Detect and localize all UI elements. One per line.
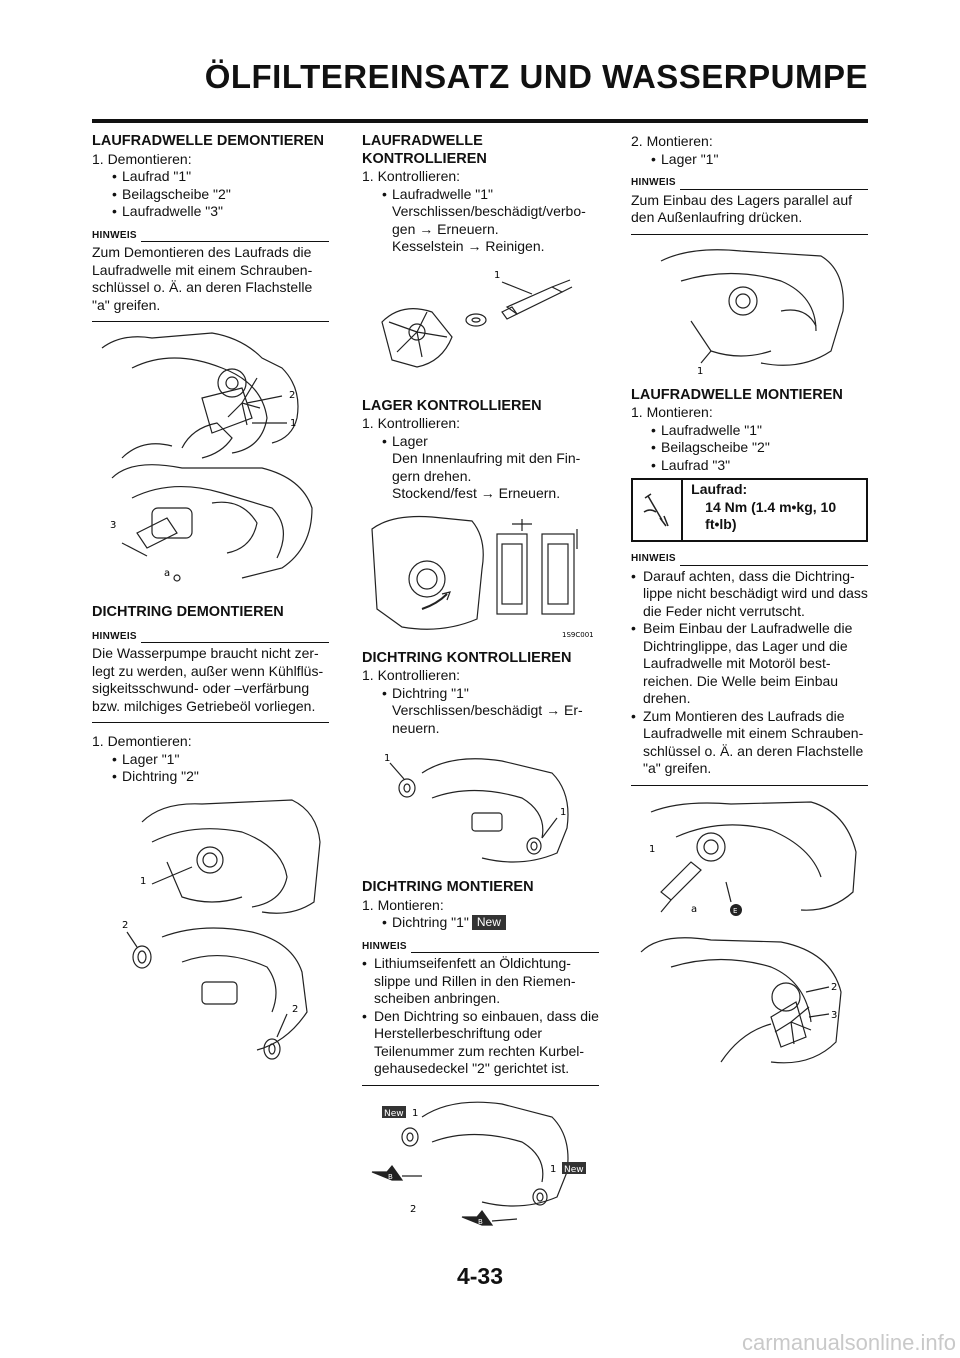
page-title: ÖLFILTEREINSATZ UND WASSERPUMPE: [204, 58, 868, 95]
svg-text:1: 1: [494, 269, 501, 281]
list-subtext: Verschlissen/beschädigt → Er-neuern.: [392, 702, 583, 736]
step: 1. Kontrollieren:: [362, 168, 461, 184]
watermark: carmanualsonline.info: [741, 1330, 956, 1355]
torque-wrench-icon: [633, 480, 683, 540]
svg-text:B: B: [388, 1172, 393, 1181]
list-item: • Lager: [362, 433, 599, 451]
note-text: [631, 568, 868, 786]
list-item: [362, 914, 599, 932]
column-2: [362, 133, 599, 1233]
svg-text:2: 2: [831, 981, 838, 993]
note-label: HINWEIS: [362, 940, 407, 952]
column-3: [631, 133, 868, 1088]
svg-text:3: 3: [110, 520, 117, 531]
list-subtext: Verschlissen/beschädigt/verbo-gen → Erneuern.: [392, 203, 586, 237]
svg-text:1: 1: [649, 843, 656, 855]
svg-text:1: 1: [697, 365, 704, 377]
step: 1. Kontrollieren:: [362, 667, 461, 683]
svg-text:2: 2: [289, 390, 296, 401]
svg-text:E: E: [733, 906, 738, 915]
figure-impeller-shaft: [362, 262, 599, 392]
figure-impeller-removal: [92, 328, 329, 598]
note-bullet: • Zum Montieren des Laufrads die Laufradwelle mit einem Schrauben-schlüssel o. Ä. an deren Flachstelle "a" greifen.: [631, 708, 868, 778]
figure-bearing-removal: [92, 792, 329, 1082]
spec-value: 14 Nm (1.4 m•kg, 10 ft•lb): [705, 498, 837, 532]
list-item: • Laufrad "1": [92, 168, 329, 186]
svg-text:1: 1: [140, 875, 147, 887]
list-item: • Beilagscheibe "2": [631, 439, 868, 457]
new-badge: New: [472, 915, 506, 930]
note-bullet: • Beim Einbau der Laufradwelle die Dichtringlippe, das Lager und die Laufradwelle mit Motoröl best-reichen. Die Welle beim Einbau drehen.: [631, 620, 868, 708]
step: 1. Demontieren:: [92, 150, 192, 167]
note-bullet: • Den Dichtring so einbauen, dass die Herstellerbeschriftung oder Teilenummer zum rechten Kurbel-gehausedeckel "2" gerichtet ist.: [362, 1008, 599, 1078]
section-heading: KONTROLLIEREN: [362, 150, 487, 167]
section-heading: LAUFRADWELLE DEMONTIEREN: [92, 133, 324, 149]
note-text: Zum Einbau des Lagers parallel auf den Außenlaufring drücken.: [631, 192, 868, 235]
note-box: [362, 938, 599, 1086]
note-label: HINWEIS: [92, 630, 137, 642]
note-box: [631, 550, 868, 786]
svg-text:B: B: [478, 1217, 483, 1226]
svg-text:New: New: [564, 1164, 584, 1175]
note-text: Die Wasserpumpe braucht nicht zer-legt zu werden, außer wenn Kühlflüs-sigkeitsschwund- oder –verfärbung bzw. milchiges Getriebeöl vorliegen.: [92, 645, 329, 723]
svg-text:2: 2: [122, 919, 129, 931]
note-label: HINWEIS: [631, 553, 676, 564]
step: 1. Kontrollieren:: [362, 415, 461, 431]
list-item: • Lager "1": [631, 151, 868, 169]
step: 2. Montieren:: [631, 133, 713, 149]
list-item: • Laufrad "3": [631, 457, 868, 475]
list-item: • Laufradwelle "1": [631, 422, 868, 440]
svg-text:New: New: [384, 1108, 404, 1119]
svg-text:a: a: [691, 903, 698, 915]
svg-text:2: 2: [410, 1203, 417, 1215]
list-item: • Laufradwelle "3": [92, 203, 329, 221]
svg-text:a: a: [164, 568, 171, 579]
list-item: • Dichtring "2": [92, 768, 329, 786]
note-box: [631, 174, 868, 235]
note-bullet: • Lithiumseifenfett an Öldichtung-slippe und Rillen in den Riemen-scheiben anbringen.: [362, 955, 599, 1008]
list-item-text: Dichtring "1": [392, 914, 469, 930]
section-heading: DICHTRING DEMONTIEREN: [92, 604, 284, 620]
section-heading: DICHTRING MONTIEREN: [362, 879, 534, 895]
note-bullet: • Darauf achten, dass die Dichtring-lippe nicht beschädigt wird und dass die Feder nicht verrutscht.: [631, 568, 868, 621]
note-label: HINWEIS: [631, 177, 676, 188]
step: 1. Montieren:: [362, 896, 444, 913]
step: 1. Demontieren:: [92, 733, 192, 749]
list-item: • Beilagscheibe "2": [92, 186, 329, 204]
page-number: 4-33: [456, 1263, 504, 1289]
svg-text:1: 1: [550, 1163, 557, 1175]
title-rule: [92, 119, 868, 123]
svg-text:1S9C001: 1S9C001: [562, 630, 594, 639]
section-heading: LAUFRADWELLE MONTIEREN: [631, 386, 843, 403]
section-heading: DICHTRING KONTROLLIEREN: [362, 649, 572, 666]
list-item: • Dichtring "1": [362, 685, 599, 703]
list-subtext: Kesselstein → Reinigen.: [392, 238, 545, 254]
figure-seal-install: [362, 1092, 599, 1227]
svg-text:1: 1: [290, 418, 297, 429]
figure-bearing-check: [362, 509, 599, 644]
note-label: HINWEIS: [92, 229, 137, 241]
svg-text:2: 2: [292, 1003, 299, 1015]
step: 1. Montieren:: [631, 404, 713, 420]
svg-text:1: 1: [384, 753, 391, 764]
list-item: • Lager "1": [92, 751, 329, 769]
note-text: [362, 955, 599, 1086]
note-box: [92, 628, 329, 724]
list-subtext: Den Innenlaufring mit den Fin-gern drehen.: [392, 450, 581, 484]
section-heading: LAGER KONTROLLIEREN: [362, 397, 542, 414]
list-subtext: Stockend/fest → Erneuern.: [392, 485, 561, 501]
figure-seal-check: [362, 743, 599, 873]
figure-shaft-impeller-install: [631, 792, 868, 1082]
spec-title: Laufrad:: [691, 481, 748, 497]
svg-text:1: 1: [412, 1107, 419, 1119]
note-box: [92, 227, 329, 323]
figure-bearing-install: [631, 241, 868, 381]
note-text: Zum Demontieren des Laufrads die Laufradwelle mit einem Schrauben-schlüssel o. Ä. an deren Flachstelle "a" greifen.: [92, 244, 329, 322]
list-item: • Laufradwelle "1": [362, 186, 599, 204]
column-1: [92, 133, 329, 1088]
svg-text:1: 1: [560, 807, 567, 818]
section-heading: LAUFRADWELLE: [362, 133, 483, 149]
svg-text:3: 3: [831, 1009, 838, 1021]
torque-spec-box: [631, 478, 868, 542]
